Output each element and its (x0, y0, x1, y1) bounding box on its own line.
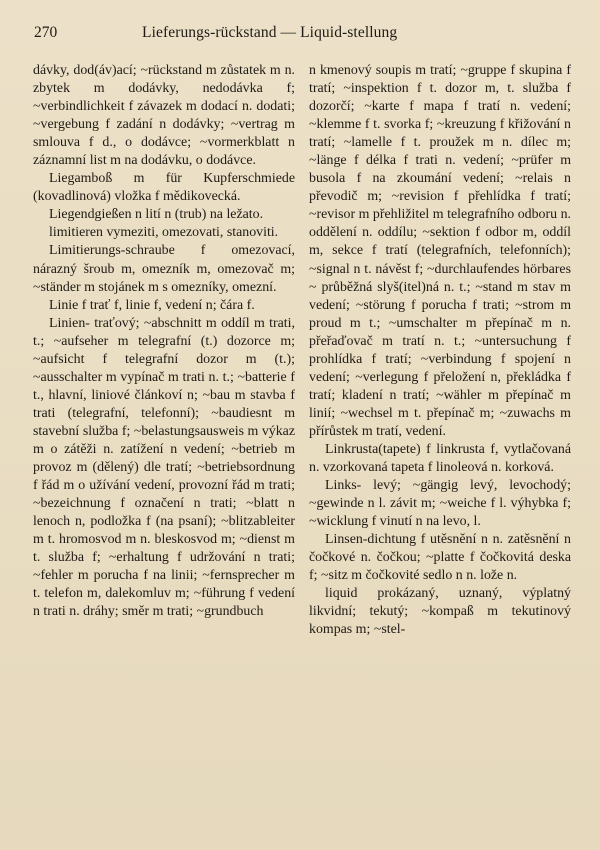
entry-linkrusta: Linkrusta(tapete) f linkrusta f, vytlačovaná n. vzorkovaná tapeta f linoleová n. korková. (309, 441, 571, 476)
entry-liegamboss: Liegamboß m für Kupferschmiede (kovadlinová) vložka f mědikovecká. (33, 171, 295, 205)
left-column (33, 62, 295, 621)
entry-linien-continued: n kmenový soupis m tratí; ~gruppe f skupina f tratí; ~inspektion f t. dozor m, t. služba f dozorčí; ~karte f mapa f tratí n. vedení; ~klemme f t. svorka f; ~kreuzung f křižování n tratí; ~lamelle f t. proužek m n. dílec m; ~länge f délka f trati n. vedení; ~prüfer m busola f na zkoumání vedení; ~relais n převodič m; ~revision f přehlídka f tratí; ~revisor m přehližitel m telegrafního odboru n. oddělení n. oddílu; ~sektion f odbor m, oddíl m, sekce f tratí (telegrafních, telefonních); ~signal n t. návěst f; ~durchlaufendes hörbares ~ průběžná slyš(itel)ná n. t.; ~stand m stav m vedení; ~störung f porucha f trati; ~strom m proud m t.; ~umschalter m přepínač m n. přeřaďovač m tratí n. t.; ~untersuchung f prohlídka f tratí; ~verbindung f spojení n vedení; ~verlegung f přeložení n, překládka f tratí; kladení n tratí; ~wähler m přepínač m linií; ~wechsel m t. přepínač m; ~zuwachs m přírůstek m tratí, vedení. (309, 63, 571, 439)
entry-linien: Linien- traťový; ~abschnitt m oddíl m trati, t.; ~aufseher m telegrafní (t.) dozorce m; ~aufsicht f telegrafní dozor m (t.); ~ausschalter m vypínač m trati n. t.; ~batterie f t., hlavní, liniové článkoví n; ~bau m stavba f trati (telegrafní, telefonní); ~baudiesnt m stavební služba f; ~belastungsausweis m výkaz m o zátěži n. zatížení n vedení; ~betrieb m provoz m (dělený) dle tratí; ~betriebsordnung f řád m o užívání vedení, provozní řád m trati; ~bezeichnung f označení n trati; ~blatt n lenoch n, podložka f (na psaní); ~blitzableiter m t. hromosvod m n. bleskosvod m; ~dienst m t. služba f; ~erhaltung f udržování n trati; ~fehler m porucha f na linii; ~fernsprecher m t. telefon m, dalekomluv m; ~führung f vedení n trati n. dráhy; směr m trati; ~grundbuch (33, 315, 295, 620)
entry-limitierungs-schraube: Limitierungs-schraube f omezovací, nárazný šroub m, omezník m, omezovač m; ~ständer m stojánek m s omezníky, omezní. (33, 243, 295, 295)
page-header (34, 22, 562, 44)
right-column (309, 62, 571, 640)
entry-linie: Linie f trať f, linie f, vedení n; čára f. (49, 297, 255, 313)
running-title: Lieferungs-rückstand — Liquid-stellung (142, 24, 398, 41)
entry-liquid: liquid prokázaný, uznaný, výplatný likvidní; tekutý; ~kompaß m tekutinový kompas m; ~stel- (309, 586, 571, 638)
entry-lieferungs-rest: dávky, dod(áv)ací; ~rückstand m zůstatek m n. zbytek m dodávky, nedodávka f; ~verbindlichkeit f závazek m dodací n. dodati; ~vergebung f zadání n dodávky; ~vertrag m smlouva f d., o dodávce; ~vormerkblatt n záznamní list m na dodávku, o dodávce. (33, 63, 295, 169)
entry-links: Links- levý; ~gängig levý, levochodý; ~gewinde n l. závit m; ~weiche f l. výhybka f; ~wicklung f vinutí n na levo, l. (309, 478, 571, 530)
entry-limitieren: limitieren vymeziti, omezovati, stanoviti. (49, 225, 279, 241)
entry-liegendgiessen: Liegendgießen n lití n (trub) na ležato. (49, 207, 264, 223)
entry-linsen-dichtung: Linsen-dichtung f utěsnění n n. zatěsnění n čočkové n. čočkou; ~platte f čočkovitá deska f; ~sitz m čočkovité sedlo n n. lože n. (309, 532, 571, 584)
page-number: 270 (34, 24, 58, 41)
